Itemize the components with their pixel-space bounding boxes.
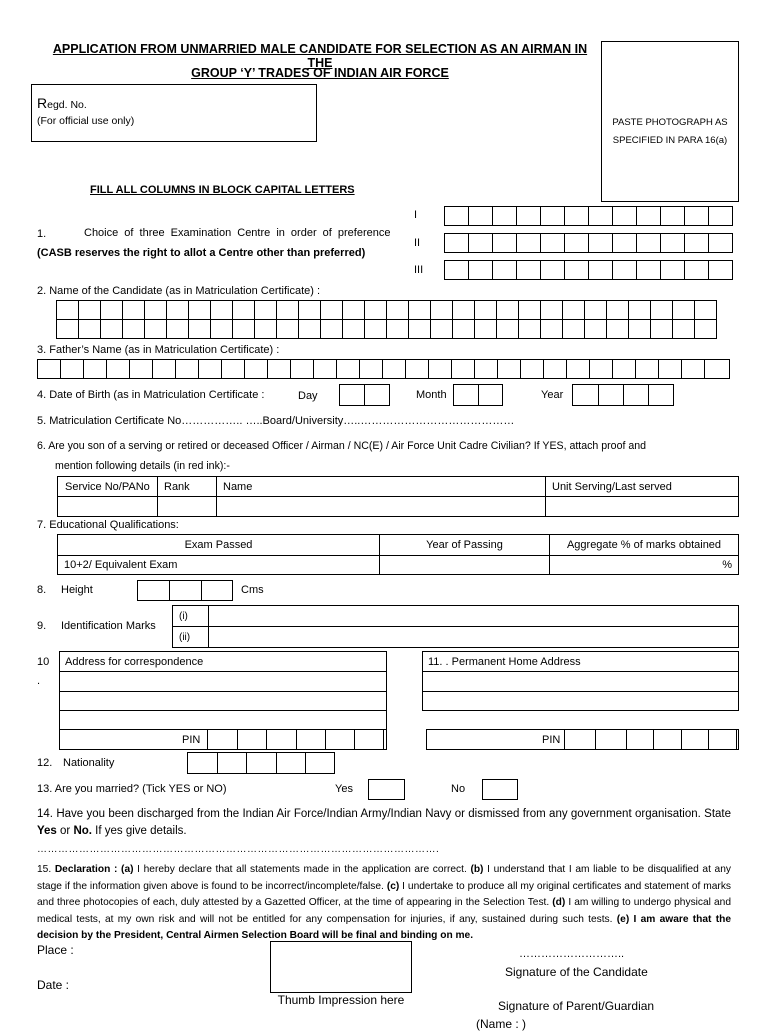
mark-1-cell[interactable]	[209, 606, 739, 627]
year-of-passing-cell[interactable]	[380, 556, 550, 575]
block-capital-instruction: FILL ALL COLUMNS IN BLOCK CAPITAL LETTERS	[90, 184, 355, 196]
date-label: Date :	[37, 978, 70, 992]
unit-cell[interactable]	[546, 497, 739, 517]
dob-year-label: Year	[541, 389, 564, 401]
photo-instruction-1: PASTE PHOTOGRAPH AS	[612, 117, 728, 128]
declaration-text: 15. Declaration : (a) I hereby declare that all statements made in the application are correct. (b) I understand that I am liable to be disqualified at any stage if the information given above is found to be incorrect/incomplete/false. (c) I undertake to produce all my original certificates and statement of marks and three photocopies of each, duly attested by a Gazetted Officer, at the time of appearing in the Selection Test. (d) I am willing to undergo physical and medical tests, at my own risk and will not be entitled for any compensation for injuries, if any, sustained during such tests. (e) I am aware that the decision by the President, Central Airmen Selection Board will be final and binding on me.	[37, 864, 732, 941]
dob-day-boxes[interactable]	[339, 384, 390, 406]
thumb-impression-label: Thumb Impression here	[277, 993, 405, 1007]
permanent-address-line-2[interactable]	[423, 692, 739, 711]
q9-label: Identification Marks	[61, 620, 156, 632]
guardian-name-line[interactable]: (Name : )	[476, 1017, 527, 1031]
dob-day-label: Day	[298, 390, 318, 402]
correspondence-pin-boxes[interactable]	[207, 729, 384, 750]
exam-name-cell: 10+2/ Equivalent Exam	[58, 556, 380, 575]
rank-cell[interactable]	[158, 497, 217, 517]
centre-3-label: III	[414, 264, 424, 276]
form-title-line1: APPLICATION FROM UNMARRIED MALE CANDIDATE FOR SELECTION AS AN AIRMAN IN THE	[52, 42, 588, 70]
signature-line[interactable]: ………………………..	[519, 948, 625, 960]
q14-text: 14. Have you been discharged from the Indian Air Force/Indian Army/Indian Navy or dismissed from any government organisation. State Yes or No. If yes give details.	[37, 808, 731, 837]
height-unit: Cms	[241, 584, 264, 596]
place-label: Place :	[37, 943, 74, 957]
dob-year-boxes[interactable]	[572, 384, 674, 406]
married-yes-box[interactable]	[368, 779, 405, 800]
q2-label: 2. Name of the Candidate (as in Matriculation Certificate) :	[37, 285, 321, 297]
permanent-address-label: 11. . Permanent Home Address	[423, 652, 739, 672]
col-unit: Unit Serving/Last served	[546, 477, 739, 497]
correspondence-address-line-1[interactable]	[60, 672, 387, 692]
father-name-boxes[interactable]	[37, 359, 730, 379]
q13-label: 13. Are you married? (Tick YES or NO)	[37, 783, 227, 795]
col-exam-passed: Exam Passed	[58, 535, 380, 556]
regd-no-note: (For official use only)	[37, 115, 135, 127]
permanent-address-line-1[interactable]	[423, 672, 739, 692]
q7-education-table	[57, 534, 739, 575]
q12-label: Nationality	[63, 757, 115, 769]
q1-number: 1.	[37, 228, 47, 240]
parent-signature-label: Signature of Parent/Guardian	[498, 999, 655, 1013]
married-yes-label: Yes	[335, 783, 353, 795]
thumb-impression-box[interactable]	[270, 941, 412, 993]
name-cell[interactable]	[217, 497, 546, 517]
col-name: Name	[217, 477, 546, 497]
correspondence-address-table	[59, 651, 387, 730]
col-year-of-passing: Year of Passing	[380, 535, 550, 556]
q8-number: 8.	[37, 584, 47, 596]
centre-2-label: II	[414, 237, 421, 249]
q6-line1: 6. Are you son of a serving or retired or deceased Officer / Airman / NC(E) / Air Force Unit Cadre Civilian? If YES, attach proof and	[37, 440, 647, 452]
q4-label: 4. Date of Birth (as in Matriculation Certificate :	[37, 389, 265, 401]
q8-label: Height	[61, 584, 93, 596]
q10-dot: .	[37, 675, 41, 687]
nationality-boxes[interactable]	[187, 752, 335, 774]
regd-no-box[interactable]	[31, 84, 317, 142]
candidate-signature-label: Signature of the Candidate	[505, 965, 648, 979]
correspondence-pin-label: PIN	[182, 734, 201, 746]
married-no-box[interactable]	[482, 779, 518, 800]
q12-number: 12.	[37, 757, 53, 769]
centre-3-boxes[interactable]	[444, 260, 733, 280]
height-boxes[interactable]	[137, 580, 233, 601]
aggregate-percent-cell[interactable]: %	[550, 556, 739, 575]
q7-label: 7. Educational Qualifications:	[37, 519, 179, 531]
mark-2-label: (ii)	[173, 627, 209, 648]
col-service-no: Service No/PANo	[58, 477, 158, 497]
centre-1-boxes[interactable]	[444, 206, 733, 226]
service-no-cell[interactable]	[58, 497, 158, 517]
centre-2-boxes[interactable]	[444, 233, 733, 253]
q6-service-table	[57, 476, 739, 517]
q5-label: 5. Matriculation Certificate No…………….. …..Board/University…..……………………………………	[37, 415, 515, 427]
photo-instruction-2: SPECIFIED IN PARA 16(a)	[612, 135, 728, 146]
correspondence-address-line-3[interactable]	[60, 711, 387, 730]
candidate-name-boxes-row2[interactable]	[56, 319, 717, 339]
identification-marks-table	[172, 605, 739, 648]
q6-line2: mention following details (in red ink):-	[55, 460, 230, 472]
photo-box[interactable]	[601, 41, 739, 202]
permanent-address-table	[422, 651, 739, 711]
q10-number: 10	[37, 656, 50, 668]
mark-1-label: (i)	[173, 606, 209, 627]
dob-month-boxes[interactable]	[453, 384, 503, 406]
regd-no-label: Regd. No.	[37, 95, 87, 111]
dob-month-label: Month	[416, 389, 447, 401]
q1-label: Choice of three Examination Centre in order of preference	[84, 227, 391, 239]
form-title-line2: GROUP ‘Y’ TRADES OF INDIAN AIR FORCE	[191, 66, 449, 80]
q3-label: 3. Father’s Name (as in Matriculation Certificate) :	[37, 344, 280, 356]
col-rank: Rank	[158, 477, 217, 497]
married-no-label: No	[451, 783, 466, 795]
q14-details-line[interactable]: …………………………………………………………………………………………………….	[37, 844, 440, 855]
q1-note: (CASB reserves the right to allot a Centre other than preferred)	[37, 247, 366, 259]
permanent-pin-label: PIN	[542, 734, 561, 746]
candidate-name-boxes-row1[interactable]	[56, 300, 717, 320]
centre-1-label: I	[414, 209, 418, 221]
correspondence-address-line-2[interactable]	[60, 692, 387, 711]
mark-2-cell[interactable]	[209, 627, 739, 648]
col-aggregate: Aggregate % of marks obtained	[550, 535, 739, 556]
q9-number: 9.	[37, 620, 47, 632]
permanent-pin-boxes[interactable]	[564, 729, 737, 750]
correspondence-address-label: Address for correspondence	[60, 652, 387, 672]
